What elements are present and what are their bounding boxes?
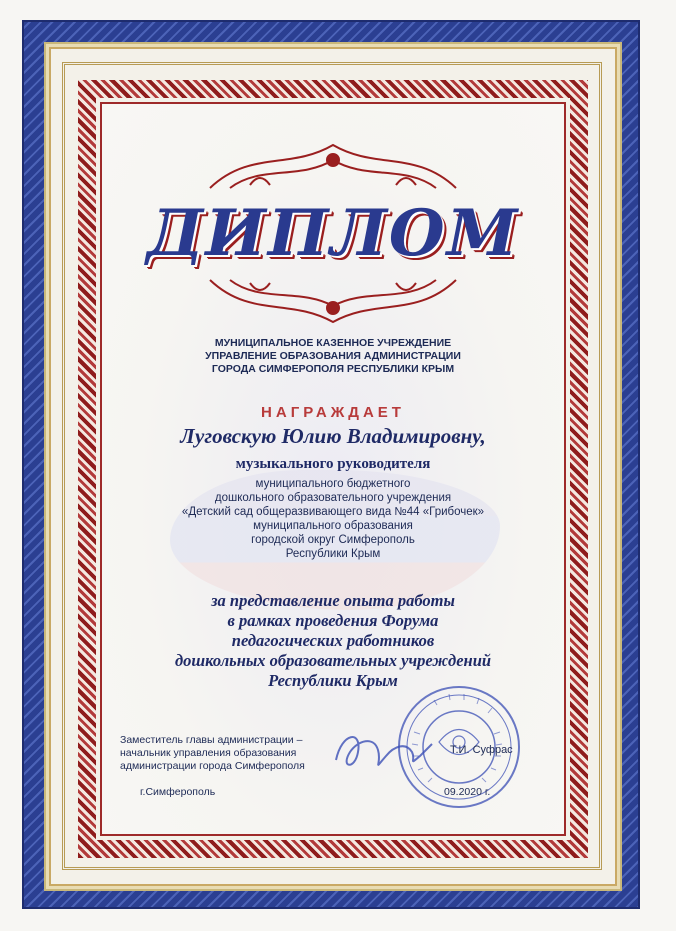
organization-line: ГОРОДА СИМФЕРОПОЛЯ РЕСПУБЛИКИ КРЫМ — [211, 363, 455, 375]
award-reason — [100, 591, 566, 691]
issue-date: 09.2020 г. — [444, 786, 491, 798]
organization-line: МУНИЦИПАЛЬНОЕ КАЗЕННОЕ УЧРЕЖДЕНИЕ — [214, 337, 452, 349]
signature-icon — [328, 722, 438, 782]
awards-heading: НАГРАЖДАЕТ — [261, 404, 405, 421]
signer-title-line: Заместитель главы администрации – — [120, 734, 303, 746]
recipient-name: Луговскую Юлию Владимировну, — [180, 424, 486, 448]
institution-line: «Детский сад общеразвивающего вида №44 «Грибочек» — [181, 506, 485, 518]
reason-line: дошкольных образовательных учреждений — [174, 651, 492, 670]
signer-title-line: администрации города Симферополя — [120, 760, 305, 772]
institution-line: дошкольного образовательного учреждения — [214, 492, 452, 504]
institution-line: Республики Крым — [285, 548, 381, 560]
signer-title-line: начальник управления образования — [120, 747, 297, 759]
diploma-title: ДИПЛОМ — [146, 196, 520, 271]
institution-line: муниципального бюджетного — [255, 478, 411, 490]
institution-line: муниципального образования — [253, 520, 413, 532]
reason-line: за представление опыта работы — [211, 591, 455, 610]
organization-block — [100, 337, 566, 376]
signer-title — [120, 734, 340, 773]
signer-name: Т.И. Суфрас — [450, 744, 513, 756]
reason-line: педагогических работников — [231, 631, 435, 650]
issue-city: г.Симферополь — [140, 786, 216, 798]
institution-line: городской округ Симферополь — [251, 534, 415, 546]
institution-block — [100, 477, 566, 561]
recipient-position: музыкального руководителя — [235, 456, 431, 472]
reason-line: Республики Крым — [268, 671, 398, 690]
organization-line: УПРАВЛЕНИЕ ОБРАЗОВАНИЯ АДМИНИСТРАЦИИ — [205, 350, 461, 362]
reason-line: в рамках проведения Форума — [227, 611, 439, 630]
